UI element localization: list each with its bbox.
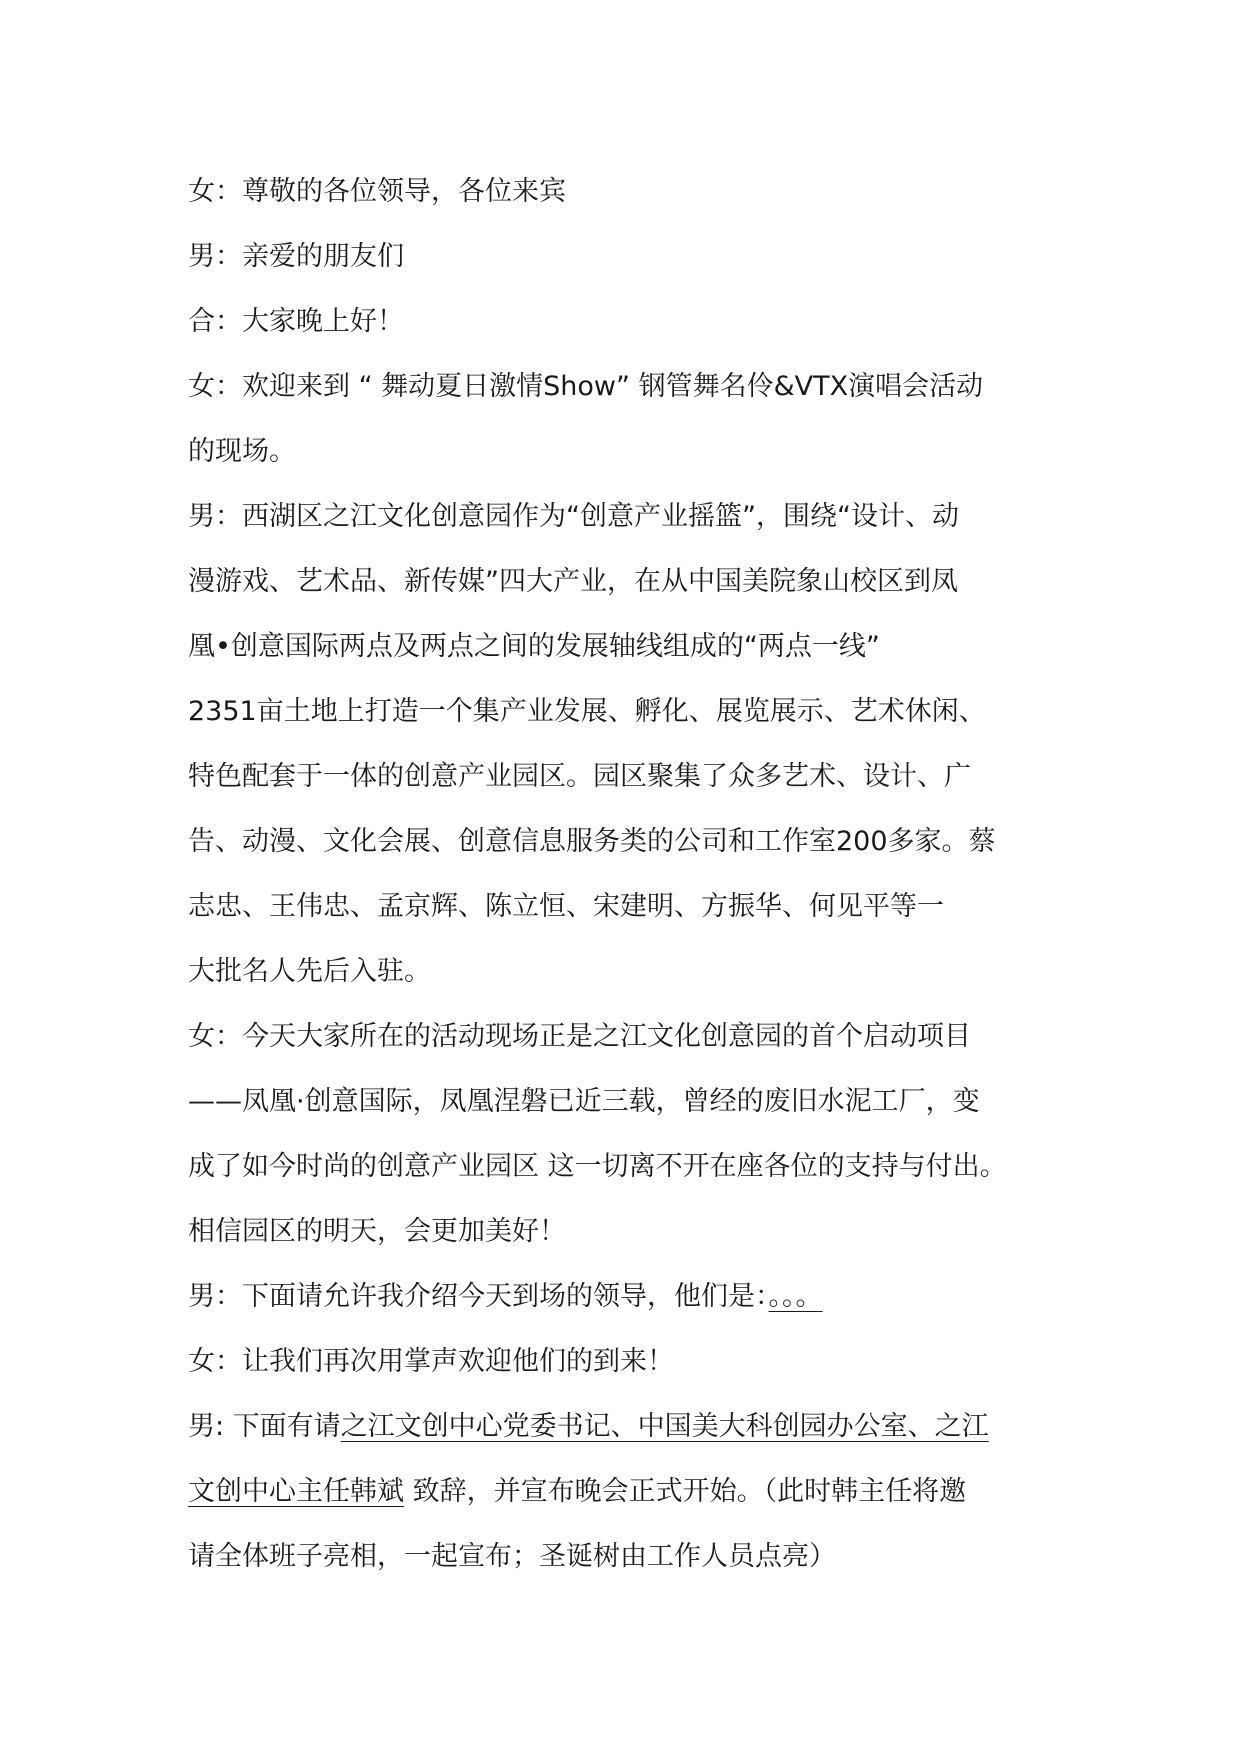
text-line: 男：西湖区之江文化创意园作为“创意产业摇篮”，围绕“设计、动	[188, 501, 959, 532]
text-line: 女：让我们再次用掌声欢迎他们的到来！	[188, 1346, 674, 1377]
text-line: 文创中心主任韩斌 致辞，并宣布晚会正式开始。（此时韩主任将邀	[188, 1476, 967, 1507]
text-line: 男：下面请允许我介绍今天到场的领导，他们是：。。。	[188, 1281, 823, 1312]
underlined-placeholder: 。。。	[768, 1281, 823, 1312]
script-text	[188, 159, 1078, 1589]
text-line: 成了如今时尚的创意产业园区 这一切离不开在座各位的支持与付出。	[188, 1151, 1007, 1182]
text-line: 合：大家晚上好！	[188, 306, 404, 337]
underlined-speaker-title: 之江文创中心党委书记、中国美大科创园办公室、之江	[340, 1411, 989, 1442]
text-line: 大批名人先后入驻。	[188, 956, 431, 987]
underlined-speaker-name: 文创中心主任韩斌	[188, 1476, 404, 1507]
text-line: 女：今天大家所在的活动现场正是之江文化创意园的首个启动项目	[188, 1021, 971, 1052]
text-line: 告、动漫、文化会展、创意信息服务类的公司和工作室200多家。蔡	[188, 826, 996, 857]
text-line: 请全体班子亮相，一起宣布；圣诞树由工作人员点亮）	[188, 1541, 836, 1572]
text-line: 特色配套于一体的创意产业园区。园区聚集了众多艺术、设计、广	[188, 761, 971, 792]
text-line: 男：亲爱的朋友们	[188, 241, 404, 272]
text-line: ——凤凰·创意国际，凤凰涅磐已近三载，曾经的废旧水泥工厂，变	[188, 1086, 980, 1117]
text-line: 2351亩土地上打造一个集产业发展、孵化、展览展示、艺术休闲、	[188, 696, 986, 727]
text-line: 相信园区的明天，会更加美好！	[188, 1216, 566, 1247]
text-line: 男: 下面有请之江文创中心党委书记、中国美大科创园办公室、之江	[188, 1411, 989, 1442]
text-line: 漫游戏、艺术品、新传媒”四大产业，在从中国美院象山校区到凤	[188, 566, 958, 597]
text-line: 的现场。	[188, 436, 296, 467]
text-line: 凰•创意国际两点及两点之间的发展轴线组成的“两点一线”	[188, 631, 880, 662]
text-line: 女：尊敬的各位领导，各位来宾	[188, 176, 566, 207]
text-line: 志忠、王伟忠、孟京辉、陈立恒、宋建明、方振华、何见平等一	[188, 891, 944, 922]
text-line: 女：欢迎来到 “ 舞动夏日激情Show” 钢管舞名伶&VTX演唱会活动	[188, 371, 984, 402]
